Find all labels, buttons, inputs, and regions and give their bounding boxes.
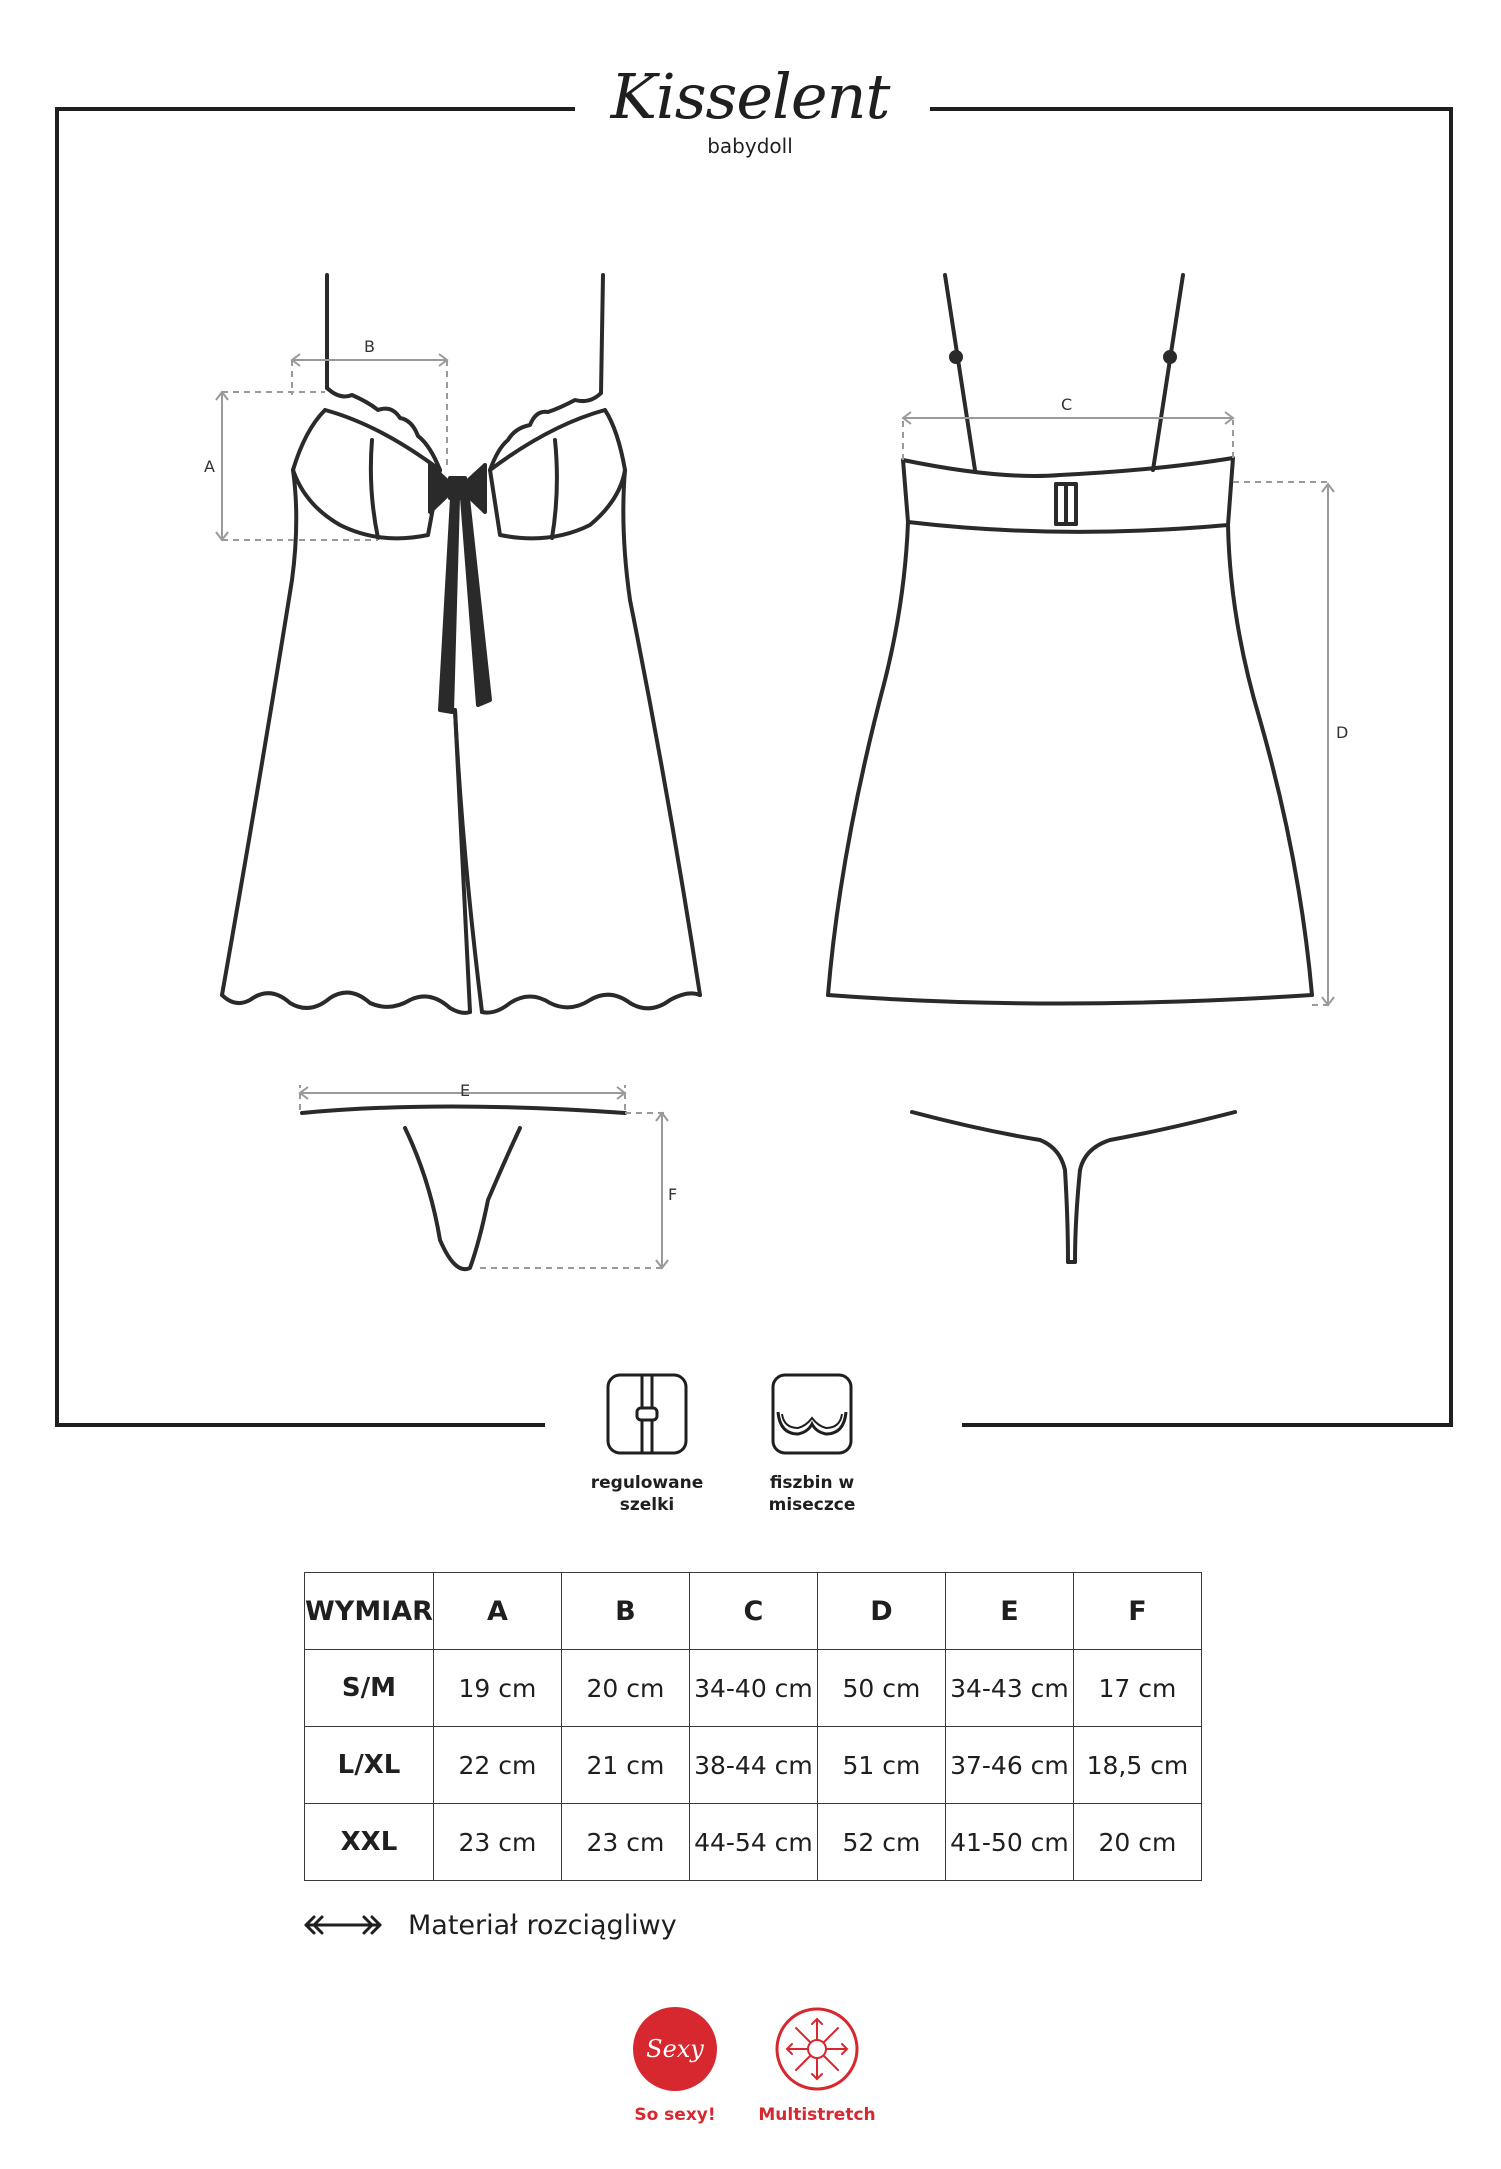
- header-cell: D: [817, 1573, 945, 1650]
- feature-label-line1: regulowane: [590, 1473, 704, 1493]
- bow-drawing: [430, 465, 490, 712]
- dim-label-e: E: [460, 1081, 471, 1100]
- badge-multistretch: [737, 2005, 897, 2125]
- badge-so-sexy: [595, 2005, 755, 2125]
- header-cell: E: [945, 1573, 1073, 1650]
- sexy-badge-text: Sexy: [646, 2035, 704, 2063]
- frame-bottom-right: [962, 1423, 1453, 1427]
- stretch-note-text: Materiał rozciągliwy: [408, 1909, 677, 1941]
- value-cell: 38-44 cm: [689, 1727, 817, 1804]
- front-babydoll-drawing: [222, 275, 700, 1013]
- value-cell: 50 cm: [817, 1650, 945, 1727]
- table-row: [305, 1804, 1202, 1881]
- table-row: [305, 1727, 1202, 1804]
- dim-label-a: A: [204, 457, 215, 476]
- header-cell: C: [689, 1573, 817, 1650]
- value-cell: 21 cm: [561, 1727, 689, 1804]
- value-cell: 23 cm: [561, 1804, 689, 1881]
- table-row: [305, 1650, 1202, 1727]
- multistretch-icon: [773, 2005, 861, 2093]
- front-thong-drawing: [302, 1107, 625, 1270]
- sexy-badge-icon: [631, 2005, 719, 2093]
- brand-logo: Kisselent: [610, 60, 890, 133]
- size-cell: S/M: [305, 1650, 434, 1727]
- value-cell: 34-40 cm: [689, 1650, 817, 1727]
- size-cell: XXL: [305, 1804, 434, 1881]
- value-cell: 19 cm: [433, 1650, 561, 1727]
- value-cell: 34-43 cm: [945, 1650, 1073, 1727]
- value-cell: 37-46 cm: [945, 1727, 1073, 1804]
- badge-label: Multistretch: [758, 2105, 876, 2125]
- value-cell: 44-54 cm: [689, 1804, 817, 1881]
- value-cell: 20 cm: [1073, 1804, 1201, 1881]
- stretch-arrows-icon: [300, 1913, 386, 1937]
- back-babydoll-drawing: [828, 275, 1312, 1004]
- value-cell: 51 cm: [817, 1727, 945, 1804]
- size-table: [304, 1572, 1202, 1881]
- feature-underwire: [727, 1372, 897, 1516]
- table-header-row: [305, 1573, 1202, 1650]
- dim-label-b: B: [364, 337, 375, 356]
- dim-label-d: D: [1336, 723, 1349, 742]
- size-cell: L/XL: [305, 1727, 434, 1804]
- value-cell: 20 cm: [561, 1650, 689, 1727]
- value-cell: 18,5 cm: [1073, 1727, 1201, 1804]
- value-cell: 52 cm: [817, 1804, 945, 1881]
- frame-bottom-left: [55, 1423, 545, 1427]
- header-cell: A: [433, 1573, 561, 1650]
- back-thong-drawing: [912, 1112, 1235, 1262]
- feature-label-line2: szelki: [619, 1495, 675, 1515]
- badge-label: So sexy!: [634, 2105, 716, 2125]
- header-cell: B: [561, 1573, 689, 1650]
- header-cell: WYMIAR: [305, 1573, 434, 1650]
- value-cell: 22 cm: [433, 1727, 561, 1804]
- value-cell: 41-50 cm: [945, 1804, 1073, 1881]
- adjustable-strap-icon: [605, 1372, 689, 1456]
- header-cell: F: [1073, 1573, 1201, 1650]
- feature-adjustable-straps: [562, 1372, 732, 1516]
- underwire-cup-icon: [770, 1372, 854, 1456]
- value-cell: 23 cm: [433, 1804, 561, 1881]
- stretch-note: [300, 1905, 677, 1945]
- value-cell: 17 cm: [1073, 1650, 1201, 1727]
- product-type: babydoll: [707, 134, 793, 158]
- dim-label-f: F: [668, 1185, 678, 1204]
- feature-label-line1: fiszbin w miseczce: [768, 1473, 856, 1515]
- dim-label-c: C: [1061, 395, 1073, 414]
